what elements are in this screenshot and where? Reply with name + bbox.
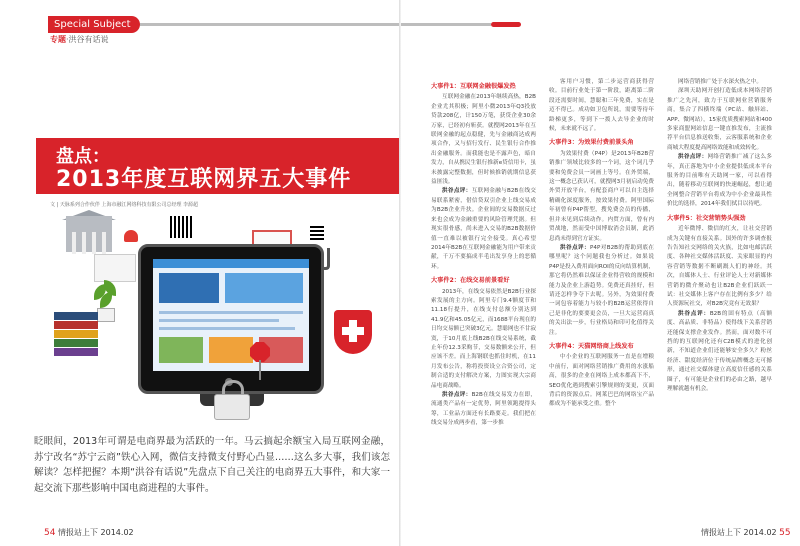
body-paragraph: 网络营销推广处于水深火热之中。: [678, 79, 762, 85]
commentary-label: 洪谷点评：: [442, 392, 472, 398]
header-rule: [140, 23, 400, 26]
padlock-icon: [214, 394, 250, 420]
commentary-label: 洪谷点评：: [678, 154, 708, 161]
qr-code-icon: [170, 216, 192, 238]
body-paragraph: 深圳天助网开创打造低成本网络营销推广之先河，致力于互联网业营销服务商，集合了四横终端（PC站、触屏站、APP、微网站），15家优质搜索网站和400多家商盟网站信息一键直推发布，主流推荐平台信息推送收集，云客服系统和企业商城大程度提高网络效能和成效转化。: [667, 88, 772, 151]
article-title-block: [36, 138, 400, 194]
medical-shield-icon: [334, 310, 372, 354]
commentary-paragraph: [667, 310, 772, 395]
section-subtitle-strong: 专题: [50, 35, 66, 44]
article-byline: 文 | 天脉系列合作伙伴 上海市融江网络科技有限公司总经理 李源超: [50, 202, 199, 208]
event-heading: 大事件1：互联网金融很爆发热: [431, 83, 516, 90]
commentary-text: B2B在线交易发力在即，流通类产品有一定优势，阿里领跑提得头筹，工业品方面还有长路要走。我们把在线交易分成两步看，第一步推: [431, 392, 536, 427]
article-kicker: 盘点：: [56, 146, 110, 167]
body-paragraph: 近年微博、微信的红火，让社交营销成为关键有直接关系。国外的许多调查报告告知社交网络的关火族，比如电邮活跃度、各种社交媒体活跃度、关家眼显的内容营销等数据不断刷溉人们的神经。其次，自媒体人士、行业评论人士对新媒体营销的微介聚动也让B2B企业们跃跃一试：社交媒体上客户存在比例有多少？给人资源玩社交，对B2B究竟有无效果？: [667, 226, 772, 308]
commentary-paragraph: [549, 244, 654, 338]
right-page-mag: 情报站上下 2014.02: [701, 528, 777, 537]
credit-card-icon: [94, 254, 136, 282]
kiosk-screen: [153, 259, 309, 371]
body-paragraph: 为效果付费（P4P）是2013年B2B营销推广领域比较多的一个词，这个词几乎要和免费会员一词画上等号。在外贸端，这一概念已获认可，就搜网3月初启动免费外贸开放平台，有配套商户可以自主选择精确化深度服务，按效果付费。阿里国际年初曾有P4P帮型，搜免费会员的传播，但并未见到后续动作。内贸方面，曾有内贸战地，然而受中国博取消会员制，此消息尚未得到官方证实。: [549, 150, 654, 242]
commentary-text: P4P对B2B的帮助到底在哪里呢？这个问题我也分析过。如果说P4P是投入费用面向ROI的反向结算机制，那它将仍然难以保证企业得营收的规模和能力及企业上游趋势。免费还真挂好，但请还怎样争夺下去呢。另外，为效果付费一词包容着能力与较小的B2B运营依得自己是非化的要要更会员，一旦大运营商真的关出法一步，行业格局和印可化值得关注。: [549, 244, 654, 336]
right-header-rule: [401, 23, 491, 26]
body-paragraph: 互联网金融在2013年继续高热，B2B企业尤其积极；阿里小微2013年Q3投放贷款208亿，计150万笔，获贷企业30余万家，已经初有斩获。就搜网2013年在互联网金融的起点稳健，先与金融商达成两项合作，又与招行发行、民生银行合作推出金融服务。而我能也是不露声色，暗自发力，自从携民生银行推新e贷信用卡，虽未披露完整数据，但时候推销就期信息获益匪浅。: [431, 94, 536, 186]
lede-text: 眨眼间，2013年可谓是电商界最为活跃的一年。马云搞起余额宝入局互联网金融，苏宁改名“苏宁云商”铁心入网，微信支持微支付野心凸显……这么多大事，我们该怎解读？怎样把握？本期“洪谷有话说”先盘点下自己关注的电商界五大事件，和大家一起交流下那些影响中国电商进程的大事件。: [34, 436, 390, 494]
commentary-paragraph: [667, 153, 772, 209]
commentary-text: 互联网金融与B2B在线交易联系紧密，借信贷双引企业上线交易成为B2B企业升扶。企业间的交易数据反过来也会成为金融重要的风险管理凭据。但现实很骨感，尚未进入交易的B2B数据价值一直难以被银行完全接受。真心希望2014年B2B在互联网金融能为用户带来贡献，千万不要搞成半毛出发享身上的恶循环。: [431, 188, 536, 270]
commentary-label: 洪谷点评：: [442, 188, 472, 195]
stop-sign-icon: [250, 342, 270, 362]
section-subtitle: [50, 34, 109, 45]
right-page: [401, 0, 800, 546]
alarm-light-icon: [124, 230, 138, 242]
books-icon: [54, 312, 98, 358]
event-heading: 大事件3：为效果付费前景头角: [549, 139, 634, 147]
section-subtitle-rest: ·洪谷有话说: [66, 35, 109, 44]
left-page-mag: 情报站上下 2014.02: [58, 528, 134, 537]
text-column-2: [549, 78, 654, 410]
right-page-num: 55: [779, 528, 791, 538]
left-page-num: 54: [44, 528, 56, 538]
right-header-accent: [491, 22, 521, 27]
body-paragraph: 中小企业的互联网服务一直是在增粮中前行，面对网络营销推广费用的水涨船高，很多的企业在网络上成本都高下不，SEO优化遇到搜索引擎规则的变更，页面背后的资源点后。网莱巴巴的网络宝产品都成为不能承受之重。整个: [549, 354, 654, 408]
commentary-text: B2B的固有特点（高额度、高品质、非特品）使得线下关系营销还能保支撑企业发作。然而，面对数不可挡的的互联网化还有C2B模式的进化创新，不知道企业们还能够安全多久？粉丝经济、甜度经济位于传统品牌概念无可撼形，通过社交媒体建立高度信任感的关系圈子，有可能是企业们的必由之路，越早理解就越有机会。: [667, 310, 772, 392]
commentary-label: 洪谷点评：: [560, 244, 591, 251]
text-column-3: [667, 78, 772, 394]
bank-icon: [66, 216, 112, 252]
ecommerce-illustration: [34, 210, 400, 430]
section-tag: Special Subject: [48, 16, 140, 33]
event-heading: 大事件2：在线交易前景看好: [431, 277, 510, 285]
text-column-1: [431, 78, 536, 429]
event-heading: 大事件5：社交营销势头强劲: [667, 214, 746, 222]
commentary-text: 网络营销推广减了这么多年，真正落地为中小企业提供低成本平台服务的目前唯有天助网一家，可以看得出，随着移动互联网的快速崛起，想让通全网整合营销平台将成为中小企业最具性价比的选择，2014年我们拭目以待吧。: [667, 154, 772, 208]
commentary-label: 洪谷点评：: [678, 310, 710, 317]
touchscreen-kiosk-icon: [138, 244, 324, 394]
article-title: 2013年度互联网界五大事件: [56, 167, 352, 192]
commentary-paragraph: [431, 187, 536, 272]
body-paragraph: 2013年，在线交易依然是B2B行业探索发展的主方向。阿里专门9.4额度节和11.18行提升，在线支付总额分别达到41.9亿和45.05亿元，而1688平台现在的日均交易额已突破3亿元。慧聪网也不甘寂寞，于10月底上线B2B在线交易系统，截止年份12.3采购节，交易数额来公开，但应该不差。而上海钢联也抓住时机，在11月发布公告，称将投资设立合资公司，定制合适的支付解决方案，力图实现大宗商品电商战略。: [431, 288, 536, 389]
event-heading: 大事件4：天猫网络商上线发布: [549, 342, 634, 350]
left-page-number: [44, 527, 134, 538]
body-paragraph: 客用户习惯，第二步运营商获得营收。目前行业处于第一阶段，距离第二阶段还需要时间，慧聪和三年免费，实在是迈不得已。成功如卫包所说，需要等待年龄梯更多，等到下一拨人去导企业的时候，未来就不远了。: [549, 79, 654, 133]
commentary-paragraph: [431, 391, 536, 429]
article-lede: [34, 434, 390, 496]
right-page-number: [701, 527, 791, 538]
